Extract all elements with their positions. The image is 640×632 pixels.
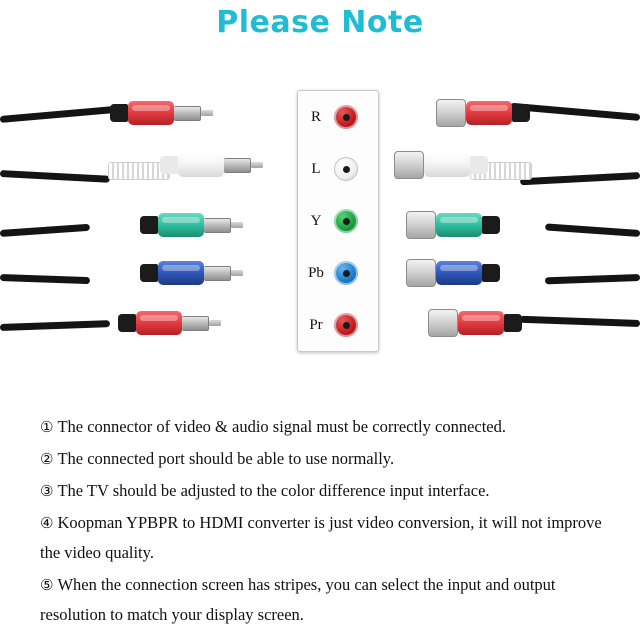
panel-jack-label: R <box>310 108 321 125</box>
note-number: ④ <box>40 514 54 532</box>
panel-jack-pb <box>298 247 378 299</box>
cable-right-pr <box>520 316 640 327</box>
panel-jack-label: L <box>311 160 321 177</box>
plug-grip <box>178 153 224 177</box>
jack-grip <box>436 261 482 285</box>
note-item <box>40 444 610 474</box>
panel-jack-pr <box>298 299 378 351</box>
rca-plug-left-pr <box>118 310 221 336</box>
note-text: When the connection screen has stripes, you can select the input and output resolution to match your display screen. <box>40 575 556 624</box>
panel-jack-hole-y <box>334 209 358 233</box>
jack-boot <box>470 156 488 174</box>
cable-left-pr <box>0 320 110 331</box>
plug-barrel <box>174 106 201 121</box>
note-number: ② <box>40 450 54 468</box>
jack-boot <box>482 216 500 234</box>
jack-boot <box>512 104 530 122</box>
note-number: ① <box>40 418 54 436</box>
rca-jack-right-y <box>406 212 500 238</box>
panel-jack-l <box>298 143 378 195</box>
jack-grip <box>436 213 482 237</box>
jack-pin <box>343 322 350 329</box>
rca-plug-left-l <box>160 152 263 178</box>
rca-jack-right-pr <box>428 310 522 336</box>
plug-tip <box>201 110 213 116</box>
note-item <box>40 476 610 506</box>
notes-list <box>40 412 610 632</box>
plug-grip <box>128 101 174 125</box>
plug-boot <box>110 104 128 122</box>
note-text: The TV should be adjusted to the color difference input interface. <box>57 481 490 500</box>
jack-collar <box>428 309 458 337</box>
plug-grip <box>158 261 204 285</box>
rca-jack-right-r <box>436 100 530 126</box>
jack-grip <box>458 311 504 335</box>
panel-jack-hole-pr <box>334 313 358 337</box>
cable-left-r <box>0 106 120 123</box>
panel-jack-hole-r <box>334 105 358 129</box>
rca-jack-right-l <box>394 152 488 178</box>
cable-right-y <box>545 223 640 237</box>
plug-tip <box>251 162 263 168</box>
plug-barrel <box>204 218 231 233</box>
plug-boot <box>118 314 136 332</box>
jack-boot <box>482 264 500 282</box>
jack-pin <box>343 114 350 121</box>
plug-tip <box>209 320 221 326</box>
note-text: Koopman YPBPR to HDMI converter is just video conversion, it will not improve the video quality. <box>40 513 602 562</box>
note-number: ⑤ <box>40 576 54 594</box>
cable-left-pb <box>0 274 90 284</box>
cable-right-pb <box>545 274 640 284</box>
rca-plug-left-pb <box>140 260 243 286</box>
plug-barrel <box>182 316 209 331</box>
plug-grip <box>158 213 204 237</box>
jack-collar <box>406 211 436 239</box>
plug-boot <box>160 156 178 174</box>
plug-barrel <box>204 266 231 281</box>
plug-barrel <box>224 158 251 173</box>
plug-boot <box>140 264 158 282</box>
jack-grip <box>466 101 512 125</box>
cable-right-l <box>520 172 640 185</box>
panel-jack-label: Pr <box>309 316 323 333</box>
note-text: The connector of video & audio signal must be correctly connected. <box>57 417 507 436</box>
panel-jack-label: Pb <box>308 264 324 281</box>
panel-jack-y <box>298 195 378 247</box>
panel-jack-label: Y <box>310 212 322 229</box>
jack-pin <box>343 166 350 173</box>
plug-boot <box>140 216 158 234</box>
jack-boot <box>504 314 522 332</box>
jack-collar <box>394 151 424 179</box>
rca-plug-left-r <box>110 100 213 126</box>
cable-left-l <box>0 170 110 183</box>
jack-collar <box>436 99 466 127</box>
panel-jack-r <box>298 91 378 143</box>
note-number: ③ <box>40 482 54 500</box>
rca-plug-left-y <box>140 212 243 238</box>
plug-grip <box>136 311 182 335</box>
jack-panel <box>297 90 379 352</box>
cable-left-y <box>0 224 90 237</box>
note-item <box>40 412 610 442</box>
rca-jack-right-pb <box>406 260 500 286</box>
note-text: The connected port should be able to use normally. <box>57 449 395 468</box>
jack-pin <box>343 270 350 277</box>
panel-jack-hole-l <box>334 157 358 181</box>
jack-pin <box>343 218 350 225</box>
jack-collar <box>406 259 436 287</box>
page-title: Please Note <box>216 5 424 40</box>
note-item <box>40 508 610 568</box>
connection-diagram <box>0 52 640 392</box>
plug-tip <box>231 222 243 228</box>
plug-tip <box>231 270 243 276</box>
note-item <box>40 570 610 630</box>
panel-jack-hole-pb <box>334 261 358 285</box>
jack-grip <box>424 153 470 177</box>
